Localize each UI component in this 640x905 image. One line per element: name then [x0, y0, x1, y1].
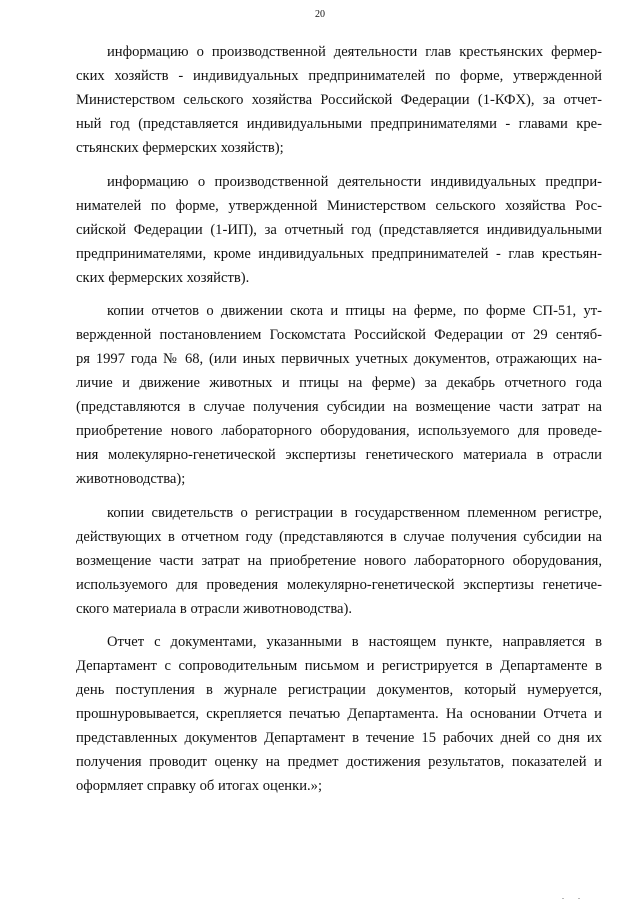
- document-body: [76, 40, 602, 808]
- text-line: возмещение части затрат на приобретение нового лабораторного оборудования,: [76, 552, 602, 569]
- text-line: личие и движение животных и птицы на ферме) за декабрь отчетного года: [76, 375, 602, 391]
- text-line: информацию о производственной деятельности глав крестьянских фермер-: [107, 44, 602, 60]
- text-line: Департамент с сопроводительным письмом и регистрируется в Департаменте в: [76, 658, 602, 674]
- paragraph: [76, 630, 602, 798]
- text-line: ря 1997 года № 68, (или иных первичных учетных документов, отражающих на-: [76, 351, 602, 367]
- text-line: день поступления в журнале регистрации документов, который нумеруется,: [76, 682, 602, 698]
- text-line: Министерством сельского хозяйства Российской Федерации (1-КФХ), за отчет-: [76, 92, 602, 108]
- text-line: представленных документов Департамент в течение 15 рабочих дней со дня их: [76, 730, 602, 746]
- paragraph: [76, 40, 602, 160]
- page-number: 20: [315, 9, 325, 20]
- text-line: сийской Федерации (1-ИП), за отчетный год (представляется индивидуальными: [76, 221, 602, 238]
- text-line: копии свидетельств о регистрации в государственном племенном регистре,: [107, 504, 602, 521]
- text-line: ских хозяйств - индивидуальных предпринимателей по форме, утвержденной: [76, 68, 602, 84]
- text-line: вержденной постановлением Госкомстата Российской Федерации от 29 сентяб-: [76, 327, 602, 343]
- text-line: информацию о производственной деятельности индивидуальных предпри-: [107, 173, 602, 190]
- text-line: ского материала в отрасли животноводства).: [76, 600, 352, 617]
- corner-mark: . .: [562, 892, 586, 901]
- text-line: копии отчетов о движении скота и птицы на ферме, по форме СП-51, ут-: [107, 303, 602, 319]
- text-line: получения проводит оценку на предмет достижения результатов, показателей и: [76, 754, 602, 770]
- text-line: Отчет с документами, указанными в настоящем пункте, направляется в: [107, 634, 602, 650]
- text-line: оформляет справку об итогах оценки.»;: [76, 778, 323, 794]
- text-line: предпринимателями, кроме индивидуальных предпринимателей - глав крестьян-: [76, 245, 602, 262]
- text-line: ния молекулярно-генетической экспертизы генетического материала в отрасли: [76, 447, 602, 463]
- text-line: используемого для проведения молекулярно-генетической экспертизы генетиче-: [76, 576, 602, 593]
- text-line: прошнуровывается, скрепляется печатью Департамента. На основании Отчета и: [76, 706, 602, 722]
- paragraph: [76, 299, 602, 491]
- text-line: нимателей по форме, утвержденной Министерством сельского хозяйства Рос-: [76, 197, 602, 214]
- paragraph: [76, 501, 602, 621]
- text-line: ских фермерских хозяйств).: [76, 269, 250, 286]
- paragraph: [76, 170, 602, 290]
- text-line: приобретение нового лабораторного оборудования, используемого для проведе-: [76, 423, 602, 439]
- text-line: ный год (представляется индивидуальными предпринимателями - главами кре-: [76, 116, 602, 132]
- text-line: действующих в отчетном году (представляются в случае получения субсидии на: [76, 528, 602, 545]
- text-line: стьянских фермерских хозяйств);: [76, 140, 284, 156]
- text-line: (представляются в случае получения субсидии на возмещение части затрат на: [76, 399, 602, 415]
- text-line: животноводства);: [76, 471, 186, 487]
